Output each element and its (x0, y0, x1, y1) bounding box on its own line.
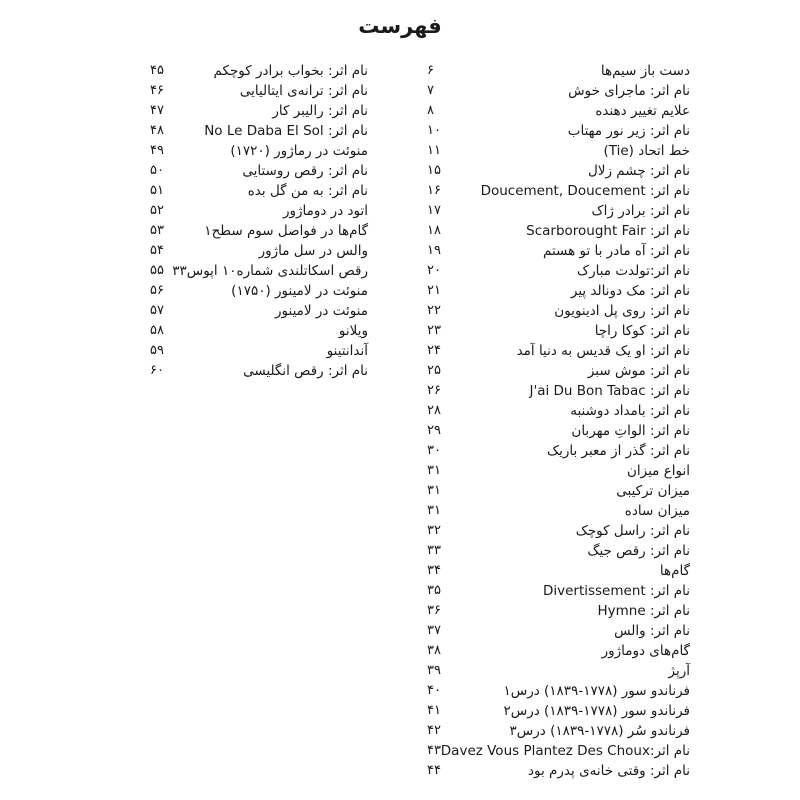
toc-entry (427, 441, 690, 461)
toc-entry-title: نام اثر: ماجرای خوش (568, 83, 690, 99)
toc-page-number: ۳۵ (427, 583, 441, 598)
toc-entry-title: نام اثر: والس (614, 623, 690, 639)
toc-entry-title: آندانتینو (326, 343, 368, 359)
toc-entry (427, 101, 690, 121)
toc-page-number: ۴۹ (150, 143, 164, 158)
toc-page-number: ۲۱ (427, 283, 441, 298)
toc-entry-title: نام اثر:تولدت مبارک (577, 263, 690, 279)
toc-page-number: ۵۲ (150, 203, 164, 218)
toc-entry (150, 61, 368, 81)
toc-page-number: ۳۲ (427, 523, 441, 538)
toc-entry (427, 321, 690, 341)
toc-entry (150, 281, 368, 301)
toc-page-number: ۱۶ (427, 183, 441, 198)
toc-page-number: ۱۱ (427, 143, 441, 158)
toc-page-number: ۱۷ (427, 203, 441, 218)
toc-entry-title: فرناندو سُر (۱۷۷۸-۱۸۳۹) درس۳ (509, 723, 690, 739)
toc-page-number: ۳۸ (427, 643, 441, 658)
toc-entry-title: نام اثر: موش سبز (587, 363, 690, 379)
toc-entry (150, 161, 368, 181)
toc-page-number: ۲۵ (427, 363, 441, 378)
toc-page-number: ۳۴ (427, 563, 441, 578)
toc-entry (427, 501, 690, 521)
toc-entry (427, 121, 690, 141)
toc-entry (427, 761, 690, 781)
toc-entry-title: والس در سل ماژور (258, 243, 368, 259)
toc-entry (150, 101, 368, 121)
toc-entry (427, 661, 690, 681)
toc-page-number: ۵۳ (150, 223, 164, 238)
toc-entry (150, 301, 368, 321)
toc-entry (427, 561, 690, 581)
toc-page-number: ۳۱ (427, 463, 441, 478)
toc-entry-title: میزان ترکیبی (616, 483, 690, 499)
toc-entry-title: نام اثر: او یک قدیس به دنیا آمد (516, 343, 690, 359)
toc-page-number: ۲۲ (427, 303, 441, 318)
toc-page-number: ۵۴ (150, 243, 164, 258)
toc-entry (150, 221, 368, 241)
toc-entry-title: گام‌ها (659, 563, 690, 579)
toc-entry-title: منوئت در لامینور (۱۷۵۰) (231, 283, 368, 299)
toc-page-number: ۵۵ (150, 263, 164, 278)
toc-page-number: ۲۳ (427, 323, 441, 338)
toc-entry (427, 581, 690, 601)
toc-entry-title: آرپژ (668, 663, 690, 679)
toc-page-number: ۴۳ (427, 743, 441, 758)
toc-page-number: ۳۱ (427, 503, 441, 518)
toc-entry-title: گام‌های دوماژور (601, 643, 690, 659)
toc-entry-title: انواع میزان (627, 463, 690, 479)
toc-entry-title: نام اثر: مک دونالد پیر (570, 283, 690, 299)
toc-entry-title: نام اثر: برادر ژاک (591, 203, 690, 219)
toc-entry-title: نام اثر: بامداد دوشنبه (570, 403, 690, 419)
toc-entry-title: نام اثر: رقص انگلیسی (243, 363, 368, 379)
toc-entry-title: نام اثر:Davez Vous Plantez Des Choux (440, 743, 690, 759)
toc-entry (150, 321, 368, 341)
toc-page-number: ۱۹ (427, 243, 441, 258)
toc-page-number: ۵۶ (150, 283, 164, 298)
toc-entry (427, 341, 690, 361)
toc-entry (150, 81, 368, 101)
toc-entry-title: دست باز سیم‌ها (600, 63, 690, 79)
toc-entry-title: نام اثر: وقتی خانه‌ی پدرم بود (528, 763, 690, 779)
toc-entry (150, 181, 368, 201)
toc-entry-title: نام اثر: Hymne (597, 603, 690, 619)
toc-entry (427, 721, 690, 741)
toc-entry (150, 121, 368, 141)
toc-entry-title: نام اثر: راسل کوچک (575, 523, 690, 539)
toc-page-number: ۱۵ (427, 163, 441, 178)
toc-entry-title: نام اثر: No Le Daba El Sol (204, 123, 368, 139)
toc-page-number: ۲۶ (427, 383, 441, 398)
toc-entry (427, 301, 690, 321)
toc-entry-title: اتود در دوماژور (282, 203, 368, 219)
toc-entry-title: فرناندو سور (۱۷۷۸-۱۸۳۹) درس۱ (503, 683, 690, 699)
toc-entry-title: نام اثر: الواتِ مهربان (571, 423, 690, 439)
toc-entry (427, 461, 690, 481)
toc-entry (427, 201, 690, 221)
toc-entry-title: گام‌ها در فواصل سوم سطح۱ (204, 223, 368, 239)
toc-page-number: ۴۶ (150, 83, 164, 98)
toc-entry (427, 81, 690, 101)
toc-page-number: ۵۷ (150, 303, 164, 318)
toc-entry (150, 361, 368, 381)
toc-entry-title: نام اثر: رقص روستایی (242, 163, 368, 179)
toc-entry (427, 421, 690, 441)
toc-entry (427, 641, 690, 661)
toc-page-number: ۳۰ (427, 443, 441, 458)
page-title: فهرست (358, 14, 442, 38)
toc-entry-title: فرناندو سور (۱۷۷۸-۱۸۳۹) درس۲ (503, 703, 690, 719)
toc-entry (427, 281, 690, 301)
toc-entry (427, 741, 690, 761)
toc-page-number: ۱۸ (427, 223, 441, 238)
toc-page-number: ۴۸ (150, 123, 164, 138)
toc-column-left (150, 61, 368, 381)
toc-page-number: ۵۰ (150, 163, 164, 178)
toc-page-number: ۴۰ (427, 683, 441, 698)
toc-column-right (427, 61, 690, 781)
toc-page-number: ۱۰ (427, 123, 441, 138)
toc-page-number: ۵۱ (150, 183, 164, 198)
toc-page-number: ۴۷ (150, 103, 164, 118)
toc-entry-title: نام اثر: Divertissement (542, 583, 690, 599)
toc-entry-title: نام اثر: زیر نور مهتاب (567, 123, 690, 139)
toc-page-number: ۴۵ (150, 63, 164, 78)
toc-page-number: ۳۶ (427, 603, 441, 618)
toc-page-number: ۴۲ (427, 723, 441, 738)
toc-entry (150, 141, 368, 161)
toc-page-number: ۳۹ (427, 663, 441, 678)
toc-entry (427, 401, 690, 421)
toc-entry-title: نام اثر: بخواب برادر کوچکم (213, 63, 368, 79)
toc-entry-title: نام اثر: آه مادر با تو هستم (542, 243, 690, 259)
toc-entry (150, 241, 368, 261)
toc-page-number: ۲۹ (427, 423, 441, 438)
toc-page-number: ۸ (427, 103, 434, 118)
toc-entry-title: نام اثر: به من گل بده (247, 183, 368, 199)
toc-entry (427, 701, 690, 721)
toc-entry (427, 521, 690, 541)
toc-page-number: ۳۱ (427, 483, 441, 498)
toc-page-number: ۶۰ (150, 363, 164, 378)
toc-entry (427, 241, 690, 261)
toc-entry (427, 261, 690, 281)
toc-entry (427, 161, 690, 181)
toc-page-number: ۲۰ (427, 263, 441, 278)
toc-page-number: ۶ (427, 63, 434, 78)
toc-entry-title: نام اثر: Scarborought Fair (526, 223, 690, 239)
toc-page-number: ۲۴ (427, 343, 441, 358)
toc-page-number: ۲۸ (427, 403, 441, 418)
toc-entry (427, 681, 690, 701)
toc-page-number: ۳۷ (427, 623, 441, 638)
toc-entry (427, 621, 690, 641)
toc-entry-title: منوئت در لامینور (275, 303, 368, 319)
toc-entry-title: نام اثر: روی پل ادینویون (554, 303, 690, 319)
toc-entry-title: ویلانو (338, 323, 368, 339)
toc-page-number: ۵۸ (150, 323, 164, 338)
toc-entry (427, 221, 690, 241)
toc-entry-title: نام اثر: رالیبر کار (272, 103, 368, 119)
toc-entry (427, 381, 690, 401)
toc-page-number: ۵۹ (150, 343, 164, 358)
toc-entry (427, 361, 690, 381)
toc-entry-title: رقص اسکاتلندی شماره۱۰ اپوس۳۳ (172, 263, 368, 279)
toc-entry (427, 601, 690, 621)
toc-page-number: ۴۴ (427, 763, 441, 778)
toc-page-number: ۳۳ (427, 543, 441, 558)
toc-entry (427, 541, 690, 561)
toc-entry (150, 201, 368, 221)
toc-entry-title: نام اثر: ترانه‌ی ایتالیایی (239, 83, 368, 99)
toc-page-number: ۴۱ (427, 703, 441, 718)
toc-entry (427, 61, 690, 81)
toc-entry-title: نام اثر: گذر از معبر باریک (547, 443, 690, 459)
toc-entry-title: نام اثر: Doucement, Doucement (480, 183, 690, 199)
toc-entry-title: نام اثر: چشم زلال (587, 163, 690, 179)
toc-page-number: ۷ (427, 83, 434, 98)
toc-entry-title: نام اثر: رقص جیگ (587, 543, 690, 559)
toc-entry-title: خط اتحاد (Tie) (603, 143, 690, 159)
toc-entry-title: میزان ساده (624, 503, 690, 519)
toc-entry (150, 261, 368, 281)
toc-entry (427, 181, 690, 201)
toc-entry-title: نام اثر: کوکا راچا (594, 323, 690, 339)
toc-entry (150, 341, 368, 361)
toc-entry-title: نام اثر: J'ai Du Bon Tabac (529, 383, 690, 399)
toc-entry-title: منوئت در رماژور (۱۷۲۰) (230, 143, 368, 159)
toc-entry-title: علایم تغییر دهنده (595, 103, 690, 119)
toc-entry (427, 481, 690, 501)
toc-entry (427, 141, 690, 161)
